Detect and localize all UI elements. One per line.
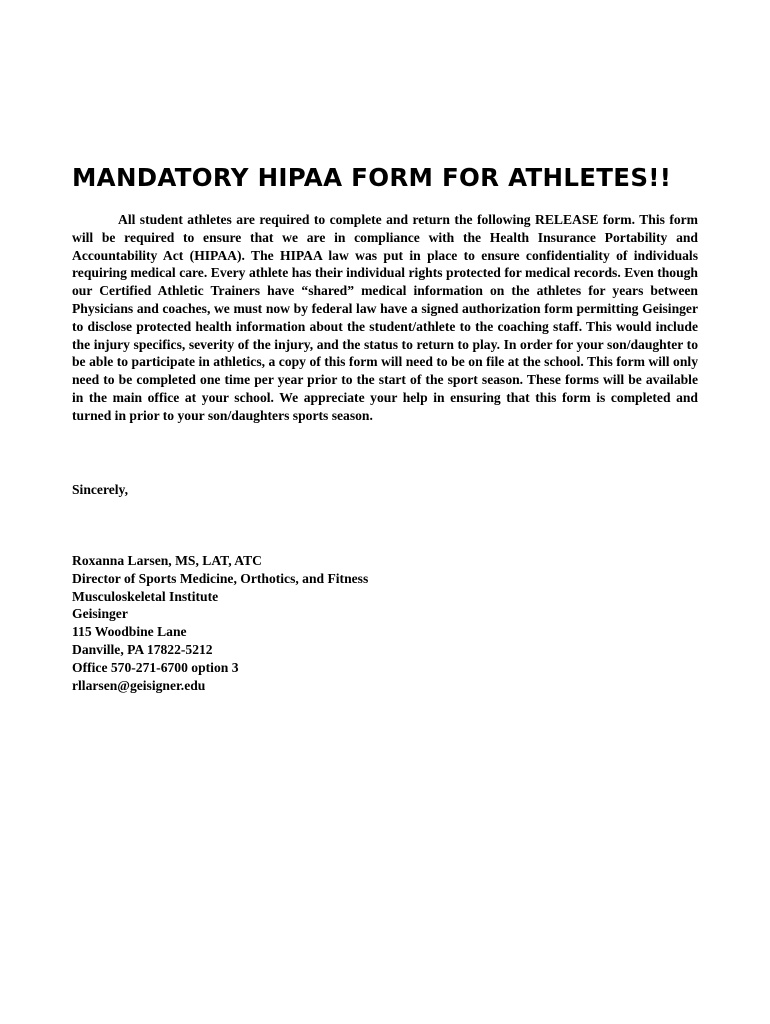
- signature-phone: Office 570-271-6700 option 3: [72, 659, 239, 675]
- signature-name: Roxanna Larsen, MS, LAT, ATC: [72, 553, 262, 568]
- signature-city-state-zip: Danville, PA 17822-5212: [72, 641, 213, 657]
- signature-position: Director of Sports Medicine, Orthotics, and Fitness: [72, 570, 369, 586]
- signature-department: Musculoskeletal Institute: [72, 588, 219, 604]
- signature-street-address: 115 Woodbine Lane: [72, 624, 187, 640]
- signature-email: rllarsen@geisigner.edu: [72, 677, 206, 693]
- signature-block: [72, 552, 368, 694]
- closing-line: Sincerely,: [72, 482, 129, 497]
- signature-organization: Geisinger: [72, 606, 128, 622]
- body-paragraph: All student athletes are required to complete and return the following RELEASE form. This form will be required to ensure that we are in compliance with the Health Insurance Portability and Accountability Act (HIPAA). The HIPAA law was put in place to ensure confidentiality of individuals requiring medical care. Every athlete has their individual rights protected for medical records. Even though our Certified Athletic Trainers have “shared” medical information on the athletes for years between Physicians and coaches, we must now by federal law have a signed authorization form permitting Geisinger to disclose protected health information about the student/athlete to the coaching staff. This would include the injury specifics, severity of the injury, and the status to return to play. In order for your son/daughter to be able to participate in athletics, a copy of this form will need to be on file at the school. This form will only need to be completed one time per year prior to the start of the sport season. These forms will be available in the main office at your school. We appreciate your help in ensuring that this form is completed and turned in prior to your son/daughters sports season.: [72, 212, 698, 423]
- document-title: MANDATORY HIPAA FORM FOR ATHLETES!!: [72, 163, 672, 192]
